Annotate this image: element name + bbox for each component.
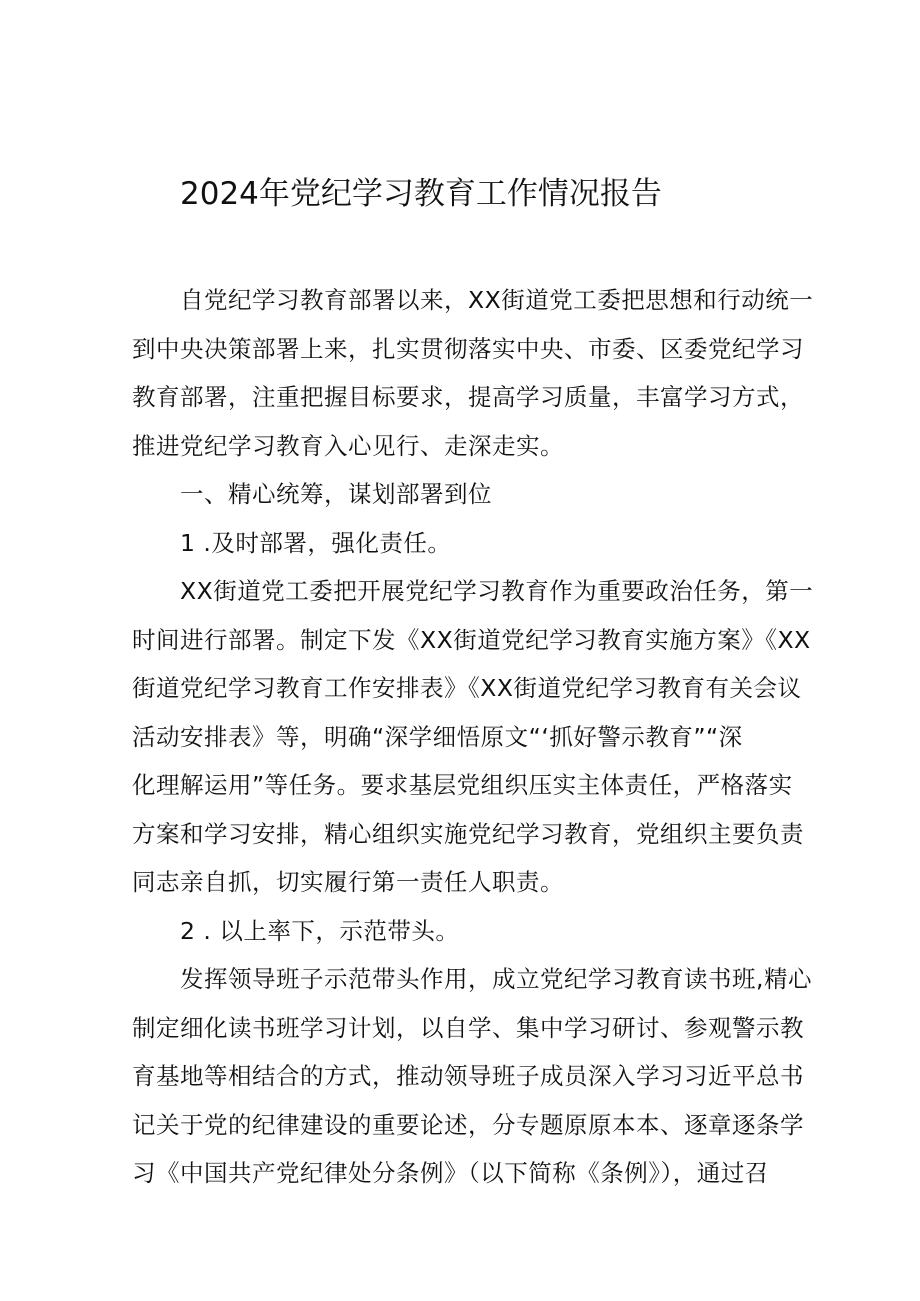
paragraph-leadership: [132, 955, 812, 1198]
text-line: 记关于党的纪律建设的重要论述，分专题原原本本、逐章逐条学: [132, 1110, 804, 1139]
subsection-heading-text: 1 .及时部署，强化责任。: [180, 528, 452, 557]
text-line: 街道党纪学习教育工作安排表》《XX街道党纪学习教育有关会议: [132, 674, 802, 702]
paragraph-intro: [132, 276, 814, 470]
text-line: 化理解运用”等任务。要求基层党组织压实主体责任，严格落实: [132, 771, 793, 799]
text-line: 制定细化读书班学习计划，以自学、集中学习研讨、参观警示教: [132, 1013, 804, 1042]
text-line: XX街道党工委把开展党纪学习教育作为重要政治任务，第一: [180, 577, 814, 605]
text-line: 自党纪学习教育部署以来，XX街道党工委把思想和行动统一: [180, 286, 814, 314]
text-line: 同志亲自抓，切实履行第一责任人职责。: [132, 868, 564, 896]
text-line: 推进党纪学习教育入心见行、走深走实。: [132, 431, 564, 460]
text-line: 发挥领导班子示范带头作用，成立党纪学习教育读书班,精心: [180, 965, 812, 993]
text-line: 育基地等相结合的方式，推动领导班子成员深入学习习近平总书: [132, 1062, 804, 1090]
subsection-heading-text: 2 . 以上率下，示范带头。: [180, 916, 460, 945]
text-line: 到中央决策部署上来，扎实贯彻落实中央、市委、区委党纪学习: [132, 334, 804, 363]
document-title: 2024年党纪学习教育工作情况报告: [180, 176, 662, 212]
text-line: 方案和学习安排，精心组织实施党纪学习教育，党组织主要负责: [132, 819, 804, 848]
subsection-heading: [132, 907, 792, 956]
subsection-heading: [132, 519, 792, 568]
paragraph-deployment: [132, 567, 814, 907]
text-line: 活动安排表》等，明确“深学细悟原文“‘抓好警示教育”“深: [132, 722, 743, 751]
text-line: 教育部署，注重把握目标要求，提高学习质量，丰富学习方式，: [132, 383, 804, 411]
text-line: 习《中国共产党纪律处分条例》（以下简称《条例》），通过召: [132, 1159, 769, 1187]
text-line: 时间进行部署。制定下发《XX街道党纪学习教育实施方案》《XX: [132, 625, 811, 654]
document-body: [132, 276, 814, 1198]
section-heading: [132, 470, 792, 519]
section-heading-text: 一、精心统筹，谋划部署到位: [180, 480, 492, 508]
